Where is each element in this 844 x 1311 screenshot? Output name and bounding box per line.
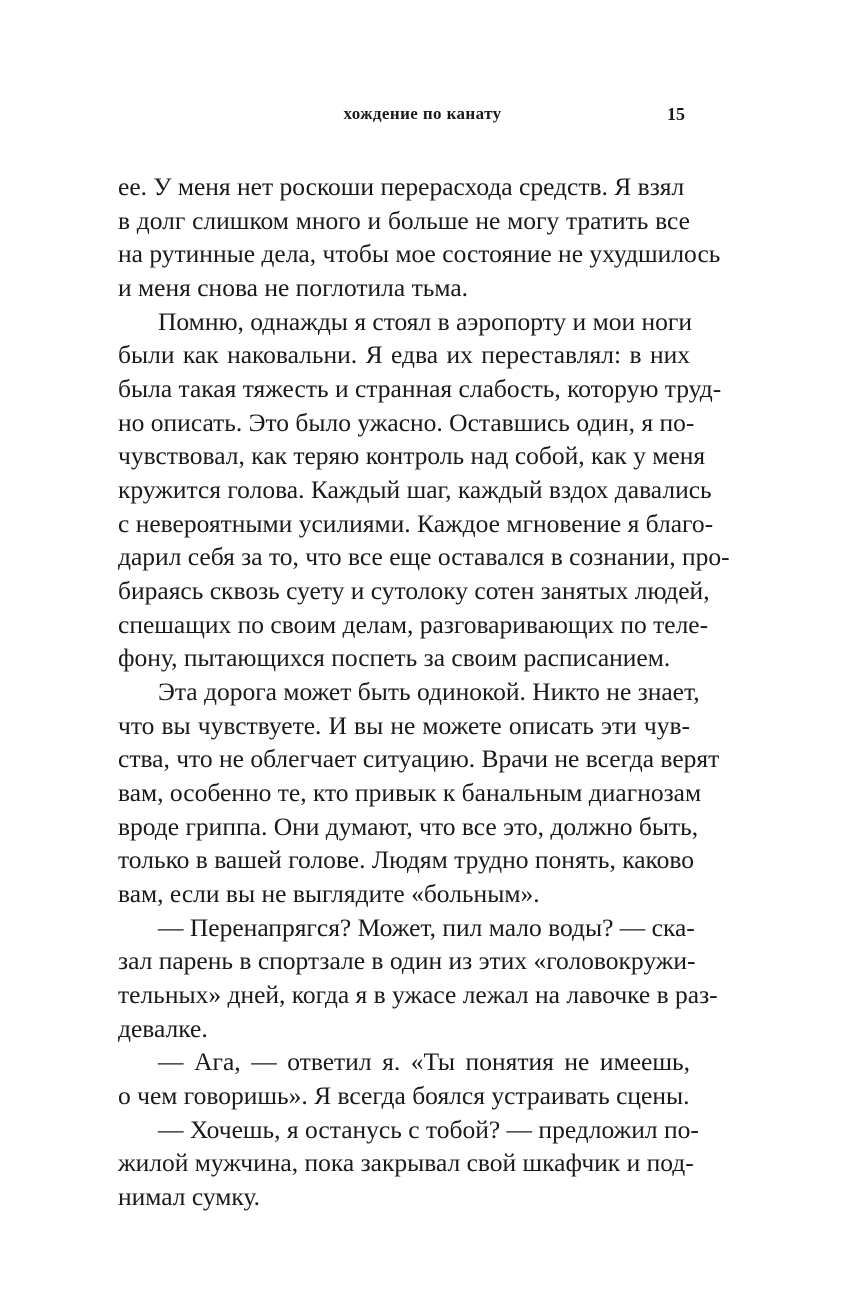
text-line: вроде гриппа. Они думают, что все это, должно быть, — [118, 812, 699, 841]
text-line: тельных» дней, когда я в ужасе лежал на лавочке в раз- — [118, 980, 718, 1009]
text-line: Эта дорога может быть одинокой. Никто не знает, — [158, 677, 700, 706]
text-line: вам, особенно те, кто привык к банальным диагнозам — [118, 778, 702, 807]
text-line: нимал сумку. — [118, 1182, 261, 1211]
text-line: ее. У меня нет роскоши перерасхода средств. Я взял — [118, 172, 685, 201]
text-line: дарил себя за то, что все еще оставался в сознании, про- — [118, 542, 730, 571]
text-line: и меня снова не поглотила тьма. — [118, 273, 469, 302]
text-line: чувствовал, как теряю контроль над собой, как у меня — [118, 441, 706, 470]
running-title: хождение по канату — [343, 104, 502, 123]
text-line: но описать. Это было ужасно. Оставшись один, я по- — [118, 408, 695, 437]
text-line: бираясь сквозь суету и сутолоку сотен занятых людей, — [118, 576, 710, 605]
text-line: Помню, однажды я стоял в аэропорту и мои ноги — [158, 307, 692, 336]
page-number: 15 — [667, 104, 685, 124]
text-line: о чем говоришь». Я всегда боялся устраивать сцены. — [118, 1081, 690, 1110]
text-line: фону, пытающихся поспеть за своим расписанием. — [118, 643, 671, 672]
text-line: зал парень в спортзале в один из этих «головокружи- — [118, 946, 696, 975]
text-line: была такая тяжесть и странная слабость, которую труд- — [118, 374, 722, 403]
text-line: были как наковальни. Я едва их переставлял: в них — [118, 340, 690, 369]
text-line: только в вашей голове. Людям трудно понять, каково — [118, 845, 694, 874]
text-line: с невероятными усилиями. Каждое мгновение я благо- — [118, 509, 714, 538]
text-line: девалке. — [118, 1014, 208, 1043]
text-line: на рутинные дела, чтобы мое состояние не ухудшилось — [118, 239, 721, 268]
text-line: — Ага, — ответил я. «Ты понятия не имеешь, — [158, 1047, 690, 1076]
text-line: ства, что не облегчает ситуацию. Врачи не всегда верят — [118, 744, 720, 773]
text-line: вам, если вы не выглядите «больным». — [118, 879, 540, 908]
text-line: кружится голова. Каждый шаг, каждый вздох давались — [118, 475, 712, 504]
text-line: в долг слишком много и больше не могу тратить все — [118, 206, 690, 235]
text-line: что вы чувствуете. И вы не можете описать эти чув- — [118, 711, 690, 740]
text-line: — Перенапрягся? Может, пил мало воды? — ска- — [158, 913, 695, 942]
running-head — [160, 104, 685, 128]
text-line: — Хочешь, я останусь с тобой? — предложил по- — [158, 1115, 699, 1144]
text-line: жилой мужчина, пока закрывал свой шкафчик и под- — [118, 1148, 694, 1177]
text-line: спешащих по своим делам, разговаривающих по теле- — [118, 610, 709, 639]
